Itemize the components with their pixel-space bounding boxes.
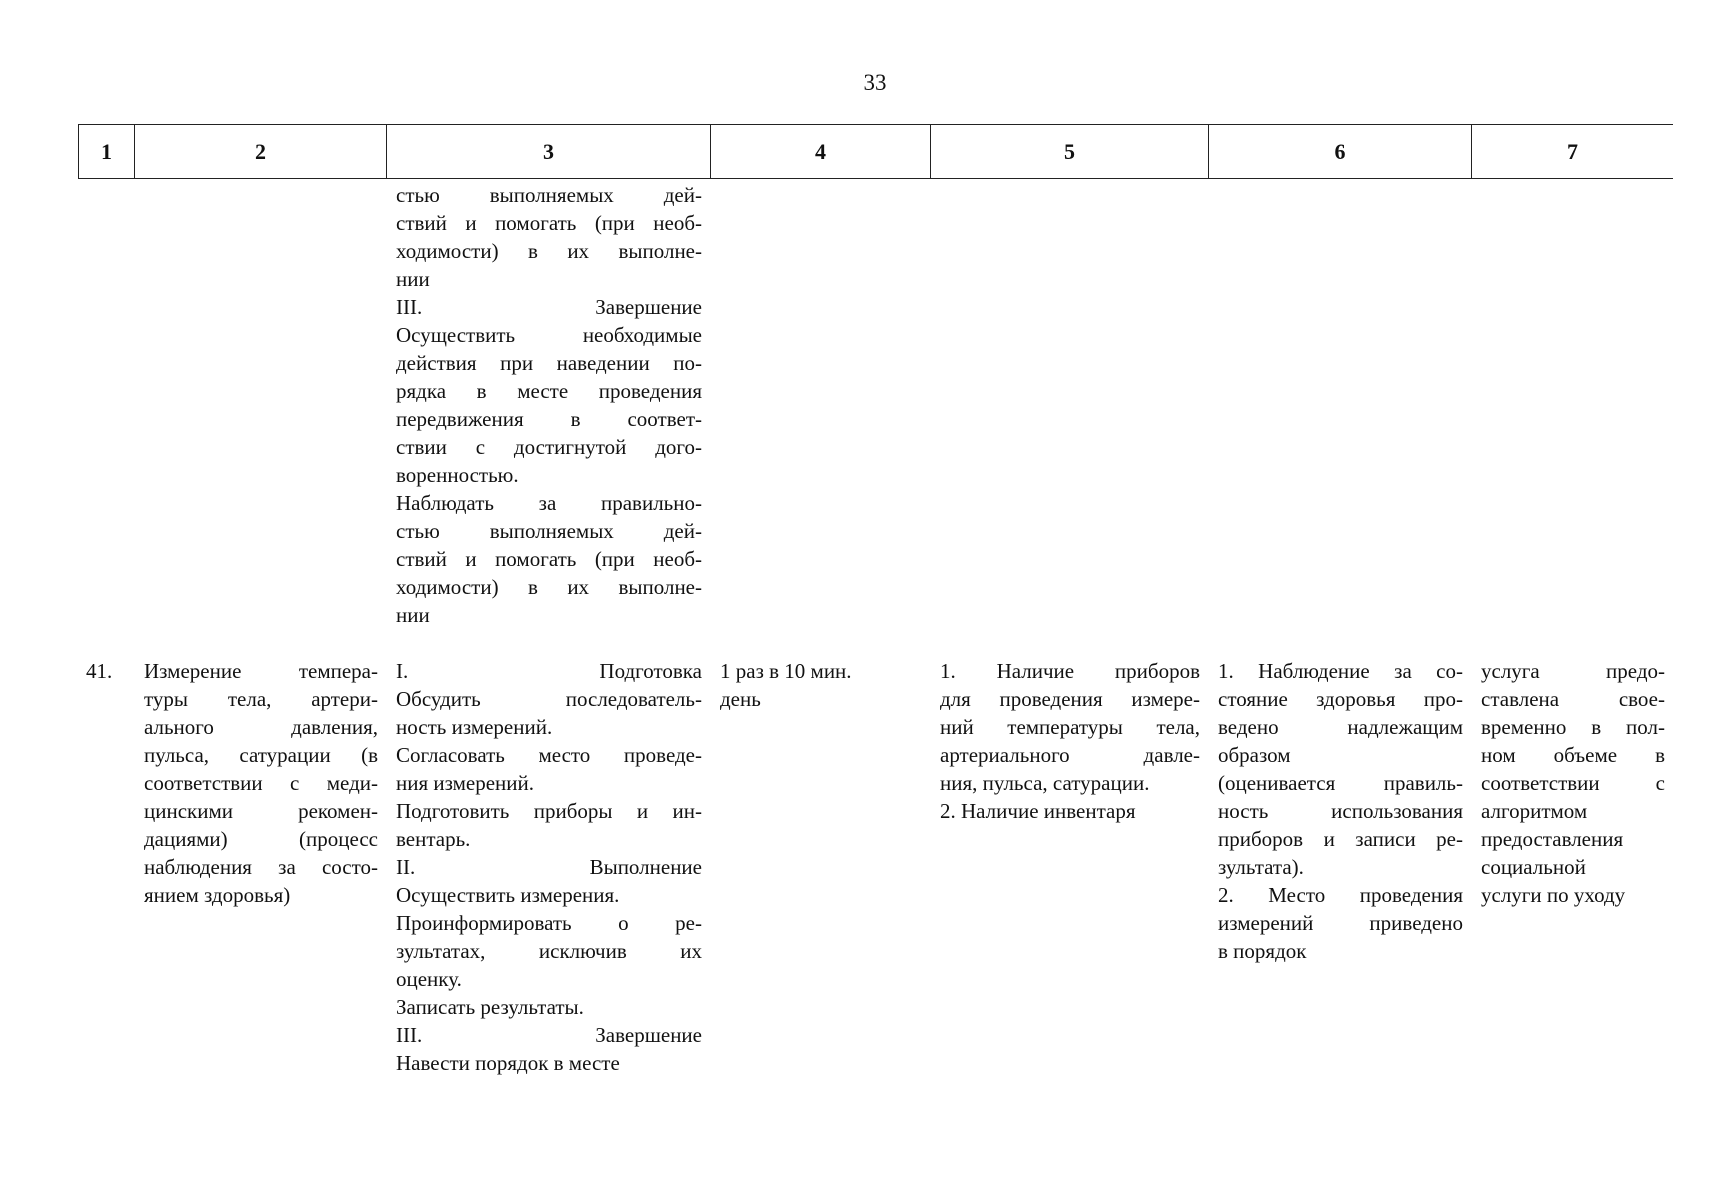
cell-line: ствий и помогать (при необ- (396, 211, 702, 235)
cell-line: ствий и помогать (при необ- (396, 547, 702, 571)
cell-line: туры тела, артери- (144, 687, 378, 711)
header-col-2: 2 (134, 125, 386, 178)
table-header-row (78, 124, 1673, 179)
cell-line: ность использования (1218, 799, 1463, 823)
header-col-3: 3 (386, 125, 710, 178)
cell-line: 2. Наличие инвентаря (940, 799, 1136, 823)
cell-line: II. Выполнение (396, 855, 702, 879)
cell-line: III. Завершение (396, 295, 702, 319)
cell-line: услуги по уходу (1481, 883, 1626, 907)
cell-number (78, 181, 134, 629)
cell-line: передвижения в соответ- (396, 407, 702, 431)
cell-line: цинскими рекомен- (144, 799, 378, 823)
header-col-6: 6 (1208, 125, 1471, 178)
cell-line: ность измерений. (396, 715, 553, 739)
cell-line: Осуществить необходимые (396, 323, 702, 347)
cell-line: стью выполняемых дей- (396, 519, 702, 543)
cell-line: действия при наведении по- (396, 351, 702, 375)
cell-line: ном объеме в (1481, 743, 1665, 767)
cell-quality (1208, 657, 1471, 1077)
cell-line: I. Подготовка (396, 659, 702, 683)
cell-line: наблюдения за состо- (144, 855, 378, 879)
cell-line: Осуществить измерения. (396, 883, 620, 907)
cell-line: 1 раз в 10 мин. (720, 659, 852, 683)
cell-line: день (720, 687, 761, 711)
cell-line: ального давления, (144, 715, 378, 739)
cell-line: III. Завершение (396, 1023, 702, 1047)
cell-line: Проинформировать о ре- (396, 911, 702, 935)
cell-line: соответствии с меди- (144, 771, 378, 795)
cell-line: Измерение темпера- (144, 659, 378, 683)
cell-line: Согласовать место проведе- (396, 743, 702, 767)
cell-line: ставлена свое- (1481, 687, 1665, 711)
cell-line: социальной (1481, 855, 1586, 879)
cell-line: ния измерений. (396, 771, 535, 795)
cell-line: Записать результаты. (396, 995, 584, 1019)
cell-line: соответствии с (1481, 771, 1665, 795)
cell-line: 2. Место проведения (1218, 883, 1463, 907)
cell-number: 41. (86, 659, 113, 683)
cell-line: дациями) (процесс (144, 827, 378, 851)
cell-line: Наблюдать за правильно- (396, 491, 702, 515)
cell-line: для проведения измере- (940, 687, 1200, 711)
cell-line: рядка в месте проведения (396, 379, 702, 403)
cell-frequency (710, 657, 930, 1077)
cell-line: в порядок (1218, 939, 1307, 963)
cell-line: воренностью. (396, 463, 519, 487)
cell-line: предоставления (1481, 827, 1624, 851)
cell-procedure (386, 657, 710, 1077)
cell-line: зультата). (1218, 855, 1304, 879)
cell-line: 1. Наблюдение за со- (1218, 659, 1463, 683)
cell-line: ствии с достигнутой дого- (396, 435, 702, 459)
cell-service-name (134, 657, 386, 1077)
cell-line: алгоритмом (1481, 799, 1588, 823)
cell-result (1471, 657, 1673, 1077)
cell-line: нии (396, 267, 430, 291)
cell-line: временно в пол- (1481, 715, 1665, 739)
cell-line: стояние здоровья про- (1218, 687, 1463, 711)
cell-line: стью выполняемых дей- (396, 183, 702, 207)
header-col-7: 7 (1471, 125, 1673, 178)
services-table (78, 124, 1673, 1077)
cell-line: янием здоровья) (144, 883, 291, 907)
cell-line: ходимости) в их выполне- (396, 575, 702, 599)
table-row-continued (78, 179, 1673, 629)
cell-service-name (134, 181, 386, 629)
header-col-5: 5 (930, 125, 1208, 178)
header-col-4: 4 (710, 125, 930, 178)
cell-line: образом (1218, 743, 1291, 767)
cell-line: оценку. (396, 967, 462, 991)
cell-conditions (930, 657, 1208, 1077)
cell-line: нии (396, 603, 430, 627)
cell-line: зультатах, исключив их (396, 939, 702, 963)
header-col-1: 1 (78, 125, 134, 178)
cell-line: артериального давле- (940, 743, 1200, 767)
cell-line: ходимости) в их выполне- (396, 239, 702, 263)
cell-line: ведено надлежащим (1218, 715, 1463, 739)
cell-procedure (386, 181, 710, 629)
table-row-41 (78, 657, 1673, 1077)
cell-line: (оценивается правиль- (1218, 771, 1463, 795)
cell-conditions (930, 181, 1208, 629)
cell-line: ния, пульса, сатурации. (940, 771, 1150, 795)
cell-result (1471, 181, 1673, 629)
cell-line: пульса, сатурации (в (144, 743, 378, 767)
cell-line: ний температуры тела, (940, 715, 1200, 739)
cell-line: 1. Наличие приборов (940, 659, 1200, 683)
cell-line: приборов и записи ре- (1218, 827, 1463, 851)
cell-quality (1208, 181, 1471, 629)
cell-line: измерений приведено (1218, 911, 1463, 935)
cell-line: Навести порядок в месте (396, 1051, 620, 1075)
cell-line: Обсудить последователь- (396, 687, 702, 711)
cell-line: услуга предо- (1481, 659, 1665, 683)
cell-frequency (710, 181, 930, 629)
cell-line: Подготовить приборы и ин- (396, 799, 702, 823)
page-number: 33 (863, 70, 887, 95)
cell-line: вентарь. (396, 827, 471, 851)
